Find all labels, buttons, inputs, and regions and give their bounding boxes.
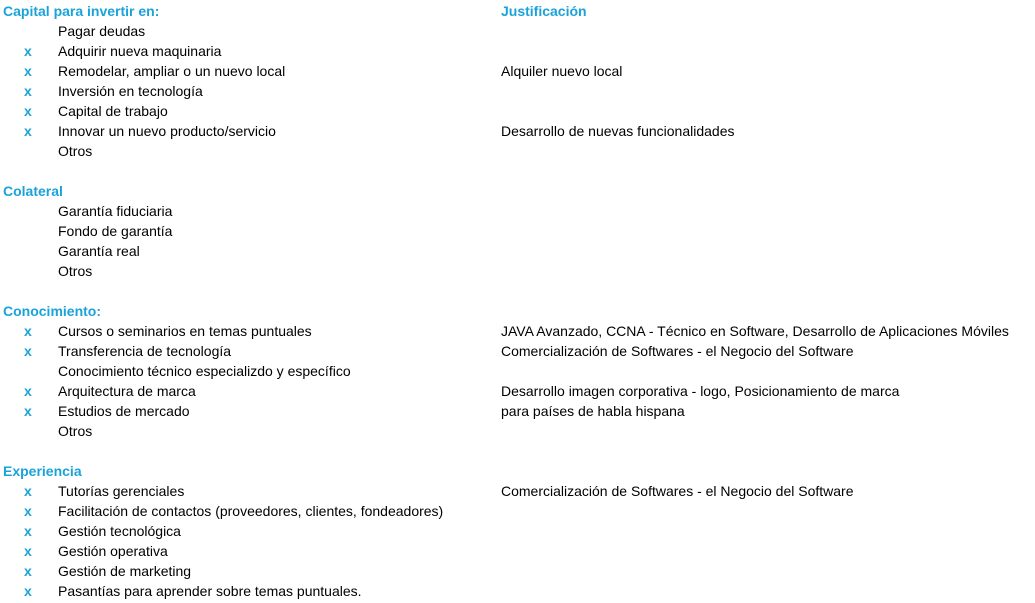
item-label: Garantía fiduciaria <box>58 203 173 219</box>
list-item <box>0 221 1035 241</box>
list-item <box>0 421 1035 441</box>
selection-mark: x <box>24 523 32 539</box>
item-label: Gestión de marketing <box>58 563 192 579</box>
section-title-conocimiento: Conocimiento: <box>3 303 101 319</box>
selection-mark: x <box>24 103 32 119</box>
item-label: Cursos o seminarios en temas puntuales <box>58 323 312 339</box>
item-label: Fondo de garantía <box>58 223 173 239</box>
section-header-row <box>0 301 1035 321</box>
item-justification: Comercialización de Softwares - el Negocio del Software <box>501 483 854 499</box>
selection-mark: x <box>24 83 32 99</box>
item-label: Arquitectura de marca <box>58 383 196 399</box>
selection-mark: x <box>24 343 32 359</box>
item-label: Gestión operativa <box>58 543 168 559</box>
list-item <box>0 481 1035 501</box>
section-title-capital: Capital para invertir en: <box>3 3 160 19</box>
item-justification: Desarrollo imagen corporativa - logo, Posicionamiento de marca <box>501 383 900 399</box>
item-label: Innovar un nuevo producto/servicio <box>58 123 276 139</box>
selection-mark: x <box>24 63 32 79</box>
list-item <box>0 241 1035 261</box>
list-item <box>0 21 1035 41</box>
item-label: Estudios de mercado <box>58 403 190 419</box>
item-justification: Alquiler nuevo local <box>501 63 623 79</box>
list-item <box>0 101 1035 121</box>
list-item <box>0 321 1035 341</box>
item-label: Remodelar, ampliar o un nuevo local <box>58 63 286 79</box>
section-title-colateral: Colateral <box>3 183 63 199</box>
selection-mark: x <box>24 583 32 599</box>
section-header-row <box>0 181 1035 201</box>
selection-mark: x <box>24 563 32 579</box>
section-header-row <box>0 1 1035 21</box>
list-item <box>0 541 1035 561</box>
selection-mark: x <box>24 43 32 59</box>
selection-mark: x <box>24 403 32 419</box>
list-item <box>0 561 1035 581</box>
item-label: Pagar deudas <box>58 23 146 39</box>
selection-mark: x <box>24 383 32 399</box>
item-label: Transferencia de tecnología <box>58 343 232 359</box>
selection-mark: x <box>24 543 32 559</box>
list-item <box>0 581 1035 601</box>
item-label: Facilitación de contactos (proveedores, clientes, fondeadores) <box>58 503 444 519</box>
item-label: Tutorías gerenciales <box>58 483 185 499</box>
item-label: Gestión tecnológica <box>58 523 181 539</box>
list-item <box>0 501 1035 521</box>
list-item <box>0 361 1035 381</box>
list-item <box>0 521 1035 541</box>
selection-mark: x <box>24 483 32 499</box>
selection-mark: x <box>24 503 32 519</box>
list-item <box>0 341 1035 361</box>
list-item <box>0 401 1035 421</box>
item-justification: Desarrollo de nuevas funcionalidades <box>501 123 735 139</box>
item-justification: Comercialización de Softwares - el Negocio del Software <box>501 343 854 359</box>
list-item <box>0 81 1035 101</box>
item-label: Otros <box>58 263 93 279</box>
list-item <box>0 41 1035 61</box>
selection-mark: x <box>24 323 32 339</box>
item-label: Conocimiento técnico especializdo y específico <box>58 363 351 379</box>
list-item <box>0 381 1035 401</box>
item-label: Capital de trabajo <box>58 103 168 119</box>
item-label: Otros <box>58 423 93 439</box>
item-justification: para países de habla hispana <box>501 403 685 419</box>
list-item <box>0 141 1035 161</box>
selection-mark: x <box>24 123 32 139</box>
section-header-row <box>0 461 1035 481</box>
item-label: Otros <box>58 143 93 159</box>
item-justification: JAVA Avanzado, CCNA - Técnico en Software, Desarrollo de Aplicaciones Móviles <box>501 323 1009 339</box>
list-item <box>0 261 1035 281</box>
item-label: Inversión en tecnología <box>58 83 203 99</box>
list-item <box>0 61 1035 81</box>
section-title-experiencia: Experiencia <box>3 463 82 479</box>
list-item <box>0 121 1035 141</box>
list-item <box>0 201 1035 221</box>
item-label: Garantía real <box>58 243 140 259</box>
item-label: Adquirir nueva maquinaria <box>58 43 222 59</box>
item-label: Pasantías para aprender sobre temas puntuales. <box>58 583 362 599</box>
justification-column-header: Justificación <box>501 3 587 19</box>
